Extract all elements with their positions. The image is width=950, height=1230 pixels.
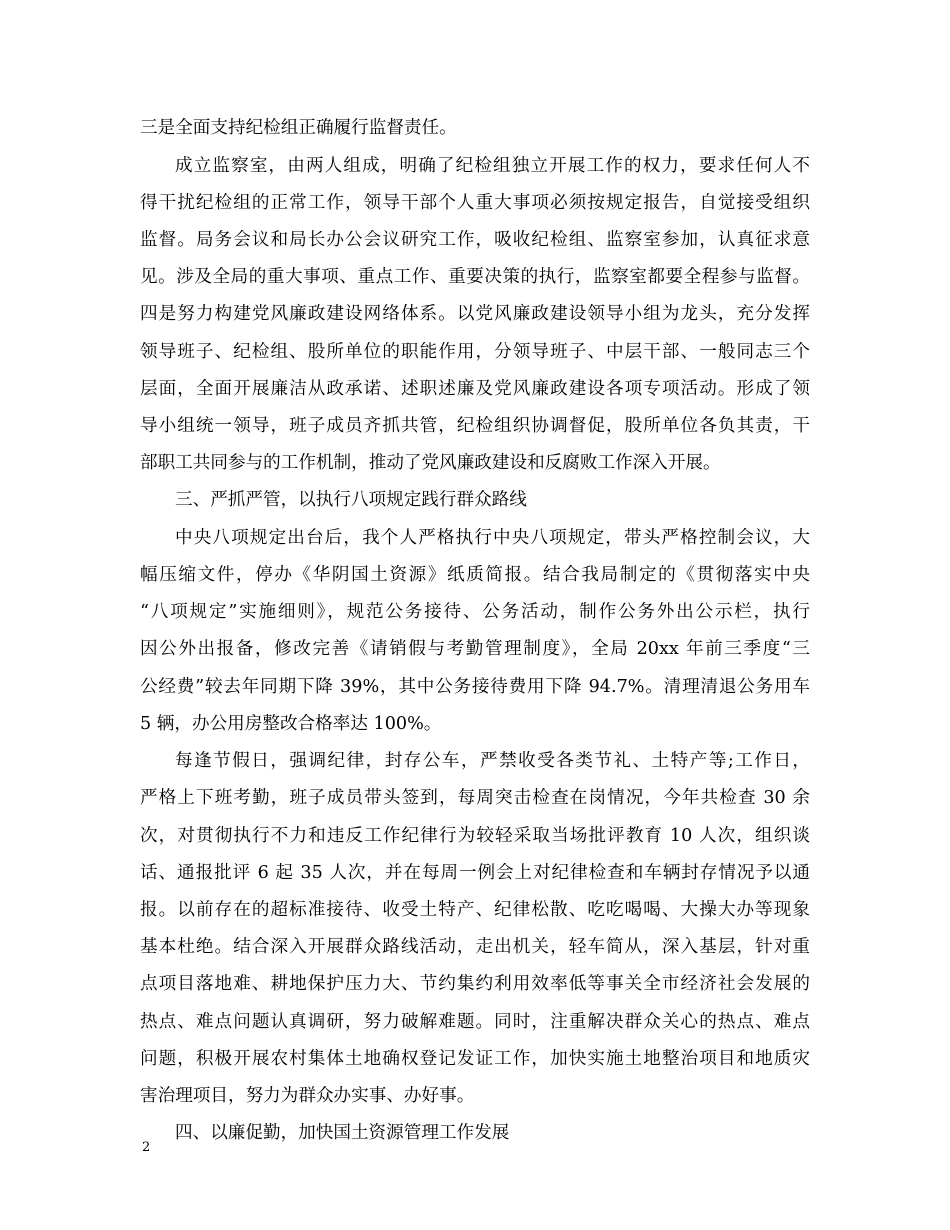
text-line: 热点、难点问题认真调研，努力破解难题。同时，注重解决群众关心的热点、难点 (140, 1012, 810, 1032)
text-line: 话、通报批评 6 起 35 人次，并在每周一例会上对纪律检查和车辆封存情况予以通 (140, 863, 810, 883)
text-line: 领导班子、纪检组、股所单位的职能作用，分领导班子、中层干部、一般同志三个 (140, 342, 810, 362)
text-line: 监督。局务会议和局长办公会议研究工作，吸收纪检组、监察室参加，认真征求意 (140, 230, 810, 250)
page-number: 2 (142, 1140, 151, 1155)
text-line: 害治理项目，努力为群众办实事、办好事。 (140, 1086, 475, 1106)
text-line: 公经费”较去年同期下降 39%，其中公务接待费用下降 94.7%。清理清退公务用车 (140, 677, 810, 697)
text-line: 导小组统一领导，班子成员齐抓共管，纪检组织协调督促，股所单位各负其责，干 (140, 416, 810, 436)
text-line: 点项目落地难、耕地保护压力大、节约集约利用效率低等事关全市经济社会发展的 (140, 974, 810, 994)
text-line: 严格上下班考勤，班子成员带头签到，每周突击检查在岗情况，今年共检查 30 余 (140, 788, 810, 808)
text-line: 报。以前存在的超标准接待、收受土特产、纪律松散、吃吃喝喝、大操大办等现象 (140, 900, 810, 920)
text-line: 幅压缩文件，停办《华阴国土资源》纸质简报。结合我局制定的《贯彻落实中央 (140, 565, 810, 585)
text-line: 四是努力构建党风廉政建设网络体系。以党风廉政建设领导小组为龙头，充分发挥 (140, 304, 810, 324)
text-line: 部职工共同参与的工作机制，推动了党风廉政建设和反腐败工作深入开展。 (140, 453, 721, 473)
text-line: 层面，全面开展廉洁从政承诺、述职述廉及党风廉政建设各项专项活动。形成了领 (140, 379, 810, 399)
text-line: 成立监察室，由两人组成，明确了纪检组独立开展工作的权力，要求任何人不 (175, 156, 810, 176)
text-line: 因公外出报备，修改完善《请销假与考勤管理制度》，全局 20xx 年前三季度“三 (140, 639, 810, 659)
section-heading: 三、严抓严管，以执行八项规定践行群众路线 (175, 490, 527, 510)
text-line: 每逢节假日，强调纪律，封存公车，严禁收受各类节礼、土特产等;工作日， (175, 751, 810, 771)
text-line: 5 辆，办公用房整改合格率达 100%。 (140, 714, 442, 734)
text-line: 中央八项规定出台后，我个人严格执行中央八项规定，带头严格控制会议，大 (175, 528, 810, 548)
text-line: “八项规定”实施细则》，规范公务接待、公务活动，制作公务外出公示栏，执行 (140, 602, 810, 622)
text-line: 得干扰纪检组的正常工作，领导干部个人重大事项必须按规定报告，自觉接受组织 (140, 193, 810, 213)
text-line: 基本杜绝。结合深入开展群众路线活动，走出机关，轻车简从，深入基层，针对重 (140, 937, 810, 957)
text-line: 次，对贯彻执行不力和违反工作纪律行为较轻采取当场批评教育 10 人次，组织谈 (140, 826, 810, 846)
text-line: 见。涉及全局的重大事项、重点工作、重要决策的执行，监察室都要全程参与监督。 (140, 267, 810, 287)
text-line: 三是全面支持纪检组正确履行监督责任。 (140, 118, 457, 138)
text-line: 问题，积极开展农村集体土地确权登记发证工作，加快实施土地整治项目和地质灾 (140, 1049, 810, 1069)
section-heading: 四、以廉促勤，加快国土资源管理工作发展 (175, 1123, 510, 1143)
